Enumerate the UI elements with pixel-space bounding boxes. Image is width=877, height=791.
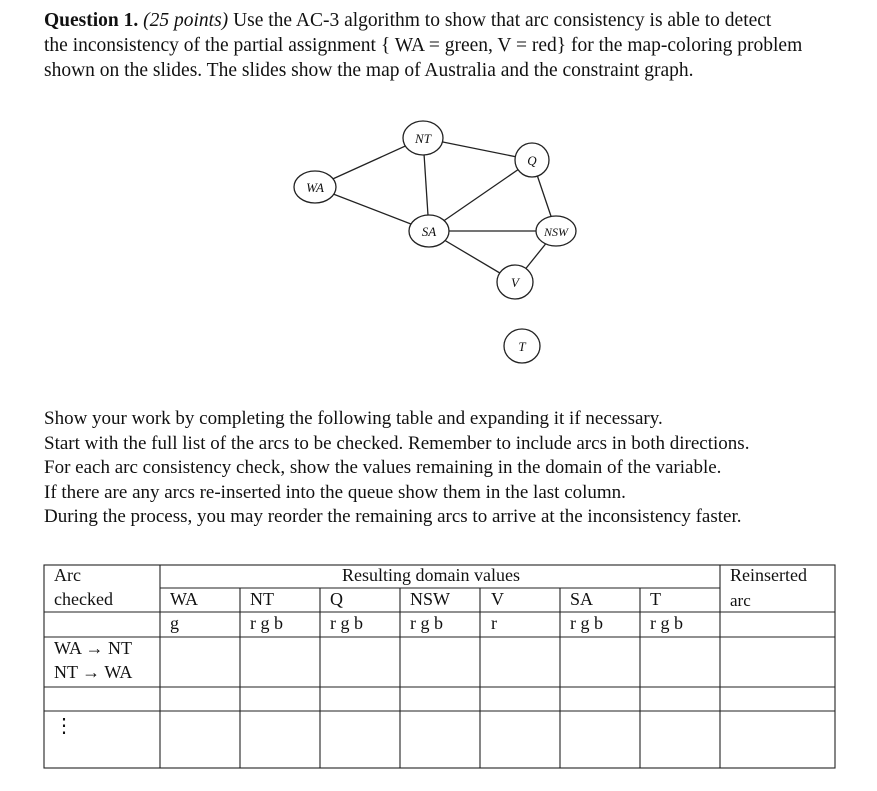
domain-q: r g b: [330, 613, 363, 633]
var-header-t: T: [650, 589, 661, 609]
instruction-line: If there are any arcs re-inserted into the queue show them in the last column.: [44, 481, 626, 503]
node-label-wa: WA: [306, 180, 324, 195]
reinserted-header-2: arc: [730, 591, 751, 610]
domain-t: r g b: [650, 613, 683, 633]
node-label-v: V: [511, 275, 519, 290]
reinserted-header: Reinserted: [730, 565, 807, 585]
domain-v: r: [491, 613, 497, 633]
node-label-nt: NT: [415, 131, 431, 146]
domain-nt: r g b: [250, 613, 283, 633]
question-line-3: shown on the slides. The slides show the map of Australia and the constraint graph.: [44, 60, 694, 81]
var-header-v: V: [491, 589, 504, 609]
instruction-line: For each arc consistency check, show the values remaining in the domain of the variable.: [44, 457, 722, 478]
arc-row: WA → NT: [54, 638, 132, 658]
node-label-t: T: [518, 339, 526, 354]
question-line-2: the inconsistency of the partial assignment { WA = green, V = red} for the map-coloring problem: [44, 35, 803, 56]
question-line-1: Use the AC-3 algorithm to show that arc consistency is able to detect: [233, 10, 772, 31]
domain-nsw: r g b: [410, 613, 443, 633]
domain-sa: r g b: [570, 613, 603, 633]
var-header-nt: NT: [250, 589, 274, 609]
arc-row: NT → WA: [54, 662, 133, 682]
var-header-sa: SA: [570, 589, 594, 609]
ellipsis: ⋮: [54, 715, 74, 737]
node-label-nsw: NSW: [544, 225, 568, 239]
resulting-domain-header: Resulting domain values: [342, 565, 520, 585]
question-number: Question 1.: [44, 10, 139, 31]
instruction-line: Start with the full list of the arcs to be checked. Remember to include arcs in both directions.: [44, 432, 750, 454]
arc-header: Arc: [54, 565, 81, 585]
var-header-q: Q: [330, 589, 343, 609]
instruction-line: Show your work by completing the following table and expanding it if necessary.: [44, 408, 663, 429]
var-header-nsw: NSW: [410, 589, 450, 609]
instruction-line: During the process, you may reorder the remaining arcs to arrive at the inconsistency faster.: [44, 506, 742, 527]
var-header-wa: WA: [170, 589, 198, 609]
question-points: (25 points): [143, 10, 229, 31]
arc-header-2: checked: [54, 589, 113, 609]
node-label-sa: SA: [421, 224, 437, 239]
domain-wa: g: [170, 613, 179, 633]
node-label-q: Q: [527, 153, 537, 168]
